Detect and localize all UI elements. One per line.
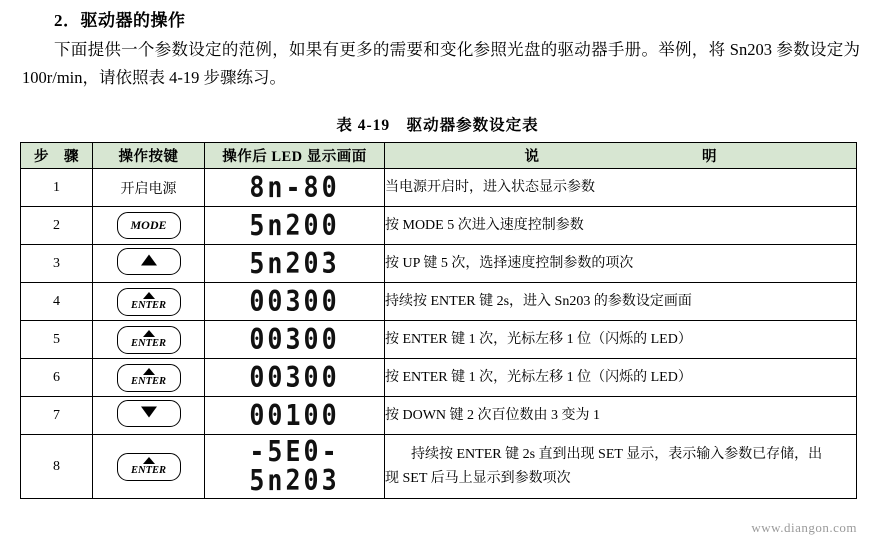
- cell-led: [205, 245, 385, 283]
- cell-step: 2: [21, 207, 93, 245]
- cell-led: [205, 207, 385, 245]
- table-row: [21, 359, 857, 397]
- cell-description: 持续按 ENTER 键 2s，进入 Sn203 的参数设定画面: [385, 283, 857, 321]
- cell-description: 按 DOWN 键 2 次百位数由 3 变为 1: [385, 397, 857, 435]
- table-header-row: [21, 143, 857, 169]
- enter-button-label: ENTER: [130, 337, 166, 349]
- header-description-right: 明: [702, 149, 717, 165]
- cell-description: 按 MODE 5 次进入速度控制参数: [385, 207, 857, 245]
- table-row: [21, 207, 857, 245]
- cell-key: [93, 321, 205, 359]
- triangle-up-icon: [141, 255, 157, 266]
- cell-description: 按 UP 键 5 次，选择速度控制参数的项次: [385, 245, 857, 283]
- mode-button[interactable]: MODE: [117, 212, 181, 239]
- cell-key: [93, 283, 205, 321]
- cell-key: [93, 169, 205, 207]
- header-step: 步 骤: [21, 143, 93, 169]
- table-row: [21, 397, 857, 435]
- cell-key: [93, 207, 205, 245]
- cell-led: [205, 321, 385, 359]
- cell-key: [93, 359, 205, 397]
- enter-button[interactable]: [117, 364, 181, 392]
- cell-step: 1: [21, 169, 93, 207]
- enter-button-label: ENTER: [130, 299, 166, 311]
- arrow-up-icon: [143, 457, 155, 464]
- triangle-down-icon: [141, 407, 157, 418]
- led-display: 5n200: [249, 208, 340, 242]
- enter-button[interactable]: [117, 453, 181, 481]
- cell-description: 持续按 ENTER 键 2s 直到出现 SET 显示，表示输入参数已存储，出现 SET 后马上显示到参数项次: [385, 435, 857, 499]
- header-led: 操作后 LED 显示画面: [205, 143, 385, 169]
- cell-key: [93, 245, 205, 283]
- cell-step: 7: [21, 397, 93, 435]
- header-description: [385, 143, 857, 169]
- enter-button-label: ENTER: [130, 375, 166, 387]
- led-display: 00300: [249, 322, 340, 356]
- enter-button[interactable]: [117, 288, 181, 316]
- enter-button-label: ENTER: [130, 464, 166, 476]
- cell-step: 4: [21, 283, 93, 321]
- led-display-set: -5E0-: [249, 434, 340, 469]
- cell-step: 3: [21, 245, 93, 283]
- arrow-up-icon: [143, 330, 155, 337]
- led-display: 00100: [249, 398, 340, 432]
- cell-key: [93, 397, 205, 435]
- table-row: [21, 435, 857, 499]
- led-display: 00300: [249, 360, 340, 394]
- cell-description: 按 ENTER 键 1 次，光标左移 1 位（闪烁的 LED）: [385, 359, 857, 397]
- cell-led: [205, 169, 385, 207]
- cell-led: [205, 397, 385, 435]
- cell-step: 5: [21, 321, 93, 359]
- parameter-setting-table: [20, 142, 857, 499]
- table-row: [21, 321, 857, 359]
- arrow-up-icon: [143, 368, 155, 375]
- up-button[interactable]: [117, 248, 181, 275]
- down-button[interactable]: [117, 400, 181, 427]
- arrow-up-icon: [143, 292, 155, 299]
- header-key: 操作按键: [93, 143, 205, 169]
- cell-led: [205, 435, 385, 499]
- cell-step: 6: [21, 359, 93, 397]
- table-row: [21, 169, 857, 207]
- table-caption: 表 4-19 驱动器参数设定表: [336, 117, 539, 134]
- cell-key: [93, 435, 205, 499]
- led-display-param: 5n203: [249, 463, 340, 498]
- table-row: [21, 245, 857, 283]
- intro-paragraph: 下面提供一个参数设定的范例，如果有更多的需要和变化参照光盘的驱动器手册。举例，将 Sn203 参数设定为 100r/min，请依照表 4-19 步骤练习。: [22, 40, 860, 87]
- cell-description: 当电源开启时，进入状态显示参数: [385, 169, 857, 207]
- enter-button[interactable]: [117, 326, 181, 354]
- cell-step: 8: [21, 435, 93, 499]
- led-display: 00300: [249, 284, 340, 318]
- header-description-left: 说: [524, 149, 539, 165]
- led-display: 8n-80: [249, 170, 340, 204]
- led-display: 5n203: [249, 246, 340, 280]
- cell-led: [205, 359, 385, 397]
- watermark: www.diangon.com: [751, 520, 857, 535]
- cell-description: 按 ENTER 键 1 次，光标左移 1 位（闪烁的 LED）: [385, 321, 857, 359]
- table-row: [21, 283, 857, 321]
- power-on-label: 开启电源: [120, 181, 177, 197]
- section-title: 2．驱动器的操作: [54, 11, 186, 30]
- cell-led: [205, 283, 385, 321]
